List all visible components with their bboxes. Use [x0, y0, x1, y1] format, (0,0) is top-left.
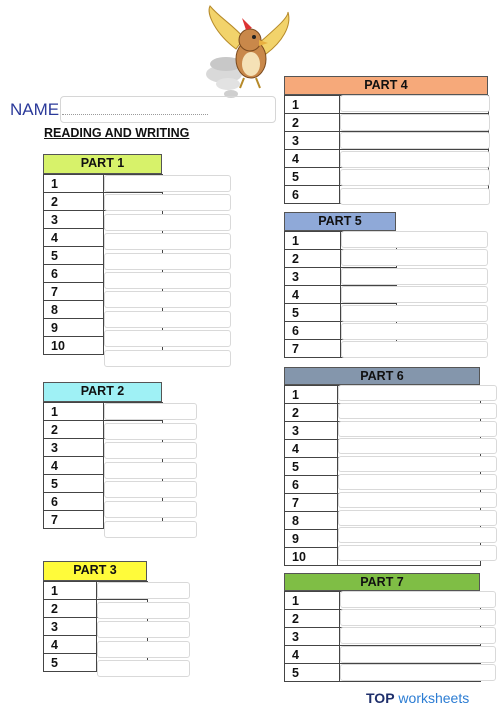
name-field[interactable]	[60, 96, 276, 123]
answer-input[interactable]	[104, 403, 197, 420]
part-2-header: PART 2	[43, 382, 162, 402]
row-number: 3	[44, 439, 104, 457]
answer-input[interactable]	[341, 305, 488, 322]
mascot-bird-icon	[196, 4, 296, 104]
answer-input[interactable]	[104, 501, 197, 518]
row-number: 5	[44, 654, 97, 672]
row-number: 3	[44, 211, 104, 229]
row-number: 1	[285, 386, 338, 404]
row-number: 6	[285, 476, 338, 494]
row-number: 9	[285, 530, 338, 548]
part-6-header: PART 6	[284, 367, 480, 385]
row-number: 6	[44, 265, 104, 283]
row-number: 5	[285, 458, 338, 476]
page-subtitle: READING AND WRITING	[44, 126, 190, 140]
answer-input[interactable]	[338, 527, 497, 543]
answer-input[interactable]	[338, 438, 497, 454]
answer-input[interactable]	[104, 462, 197, 479]
answer-input[interactable]	[338, 403, 497, 419]
row-number: 4	[44, 457, 104, 475]
answer-input[interactable]	[340, 132, 490, 149]
row-number: 2	[285, 250, 341, 268]
row-number: 8	[285, 512, 338, 530]
row-number: 6	[285, 322, 341, 340]
row-number: 1	[44, 175, 104, 193]
answer-input[interactable]	[97, 582, 190, 599]
part-7-header: PART 7	[284, 573, 480, 591]
answer-input[interactable]	[341, 323, 488, 340]
row-number: 3	[285, 628, 340, 646]
answer-input[interactable]	[340, 95, 490, 112]
answer-input[interactable]	[340, 188, 490, 205]
answer-input[interactable]	[97, 621, 190, 638]
part-1-header: PART 1	[43, 154, 162, 174]
row-number: 1	[285, 232, 341, 250]
row-number: 3	[285, 132, 340, 150]
row-number: 4	[285, 440, 338, 458]
answer-input[interactable]	[104, 423, 197, 440]
answer-input[interactable]	[340, 169, 490, 186]
answer-input[interactable]	[338, 492, 497, 508]
answer-input[interactable]	[104, 272, 231, 289]
answer-input[interactable]	[338, 474, 497, 490]
brand-top: TOP	[366, 690, 395, 706]
row-number: 1	[44, 582, 97, 600]
answer-input[interactable]	[338, 545, 497, 561]
row-number: 1	[285, 592, 340, 610]
row-number: 3	[44, 618, 97, 636]
row-number: 4	[285, 150, 340, 168]
brand-logo[interactable]	[366, 690, 469, 706]
row-number: 6	[285, 186, 340, 204]
row-number: 5	[285, 664, 340, 682]
row-number: 5	[44, 475, 104, 493]
row-number: 3	[285, 268, 341, 286]
answer-input[interactable]	[340, 664, 496, 681]
answer-input[interactable]	[104, 194, 231, 211]
answer-input[interactable]	[97, 660, 190, 677]
answer-input[interactable]	[341, 231, 488, 248]
answer-input[interactable]	[338, 421, 497, 437]
row-number: 3	[285, 422, 338, 440]
row-number: 1	[285, 96, 340, 114]
answer-input[interactable]	[104, 481, 197, 498]
answer-input[interactable]	[104, 521, 197, 538]
answer-input[interactable]	[97, 641, 190, 658]
answer-input[interactable]	[340, 151, 490, 168]
answer-input[interactable]	[340, 627, 496, 644]
answer-input[interactable]	[341, 249, 488, 266]
answer-input[interactable]	[104, 291, 231, 308]
row-number: 2	[44, 600, 97, 618]
row-number: 1	[44, 403, 104, 421]
answer-input[interactable]	[338, 510, 497, 526]
row-number: 4	[44, 229, 104, 247]
answer-input[interactable]	[340, 591, 496, 608]
row-number: 4	[44, 636, 97, 654]
answer-input[interactable]	[341, 341, 488, 358]
part-5-header: PART 5	[284, 212, 396, 231]
answer-input[interactable]	[340, 609, 496, 626]
answer-input[interactable]	[97, 602, 190, 619]
row-number: 2	[44, 193, 104, 211]
row-number: 5	[285, 168, 340, 186]
answer-input[interactable]	[104, 330, 231, 347]
answer-input[interactable]	[104, 253, 231, 270]
row-number: 2	[44, 421, 104, 439]
row-number: 2	[285, 610, 340, 628]
answer-input[interactable]	[104, 175, 231, 192]
answer-input[interactable]	[341, 286, 488, 303]
row-number: 5	[285, 304, 341, 322]
part-4-header: PART 4	[284, 76, 488, 95]
answer-input[interactable]	[338, 456, 497, 472]
answer-input[interactable]	[104, 442, 197, 459]
answer-input[interactable]	[104, 311, 231, 328]
row-number: 8	[44, 301, 104, 319]
answer-input[interactable]	[104, 214, 231, 231]
answer-input[interactable]	[104, 350, 231, 367]
name-label: NAME	[10, 100, 60, 119]
part-3-header: PART 3	[43, 561, 147, 581]
name-dotted-line	[62, 114, 208, 115]
row-number: 4	[285, 646, 340, 664]
row-number: 9	[44, 319, 104, 337]
brand-worksheets: worksheets	[398, 690, 470, 706]
row-number: 10	[285, 548, 338, 566]
answer-input[interactable]	[340, 114, 490, 131]
answer-input[interactable]	[341, 268, 488, 285]
answer-input[interactable]	[338, 385, 497, 401]
row-number: 2	[285, 114, 340, 132]
row-number: 7	[44, 283, 104, 301]
row-number: 7	[285, 340, 341, 358]
row-number: 5	[44, 247, 104, 265]
answer-input[interactable]	[340, 646, 496, 663]
row-number: 6	[44, 493, 104, 511]
row-number: 10	[44, 337, 104, 355]
row-number: 7	[285, 494, 338, 512]
row-number: 4	[285, 286, 341, 304]
row-number: 7	[44, 511, 104, 529]
row-number: 2	[285, 404, 338, 422]
answer-input[interactable]	[104, 233, 231, 250]
